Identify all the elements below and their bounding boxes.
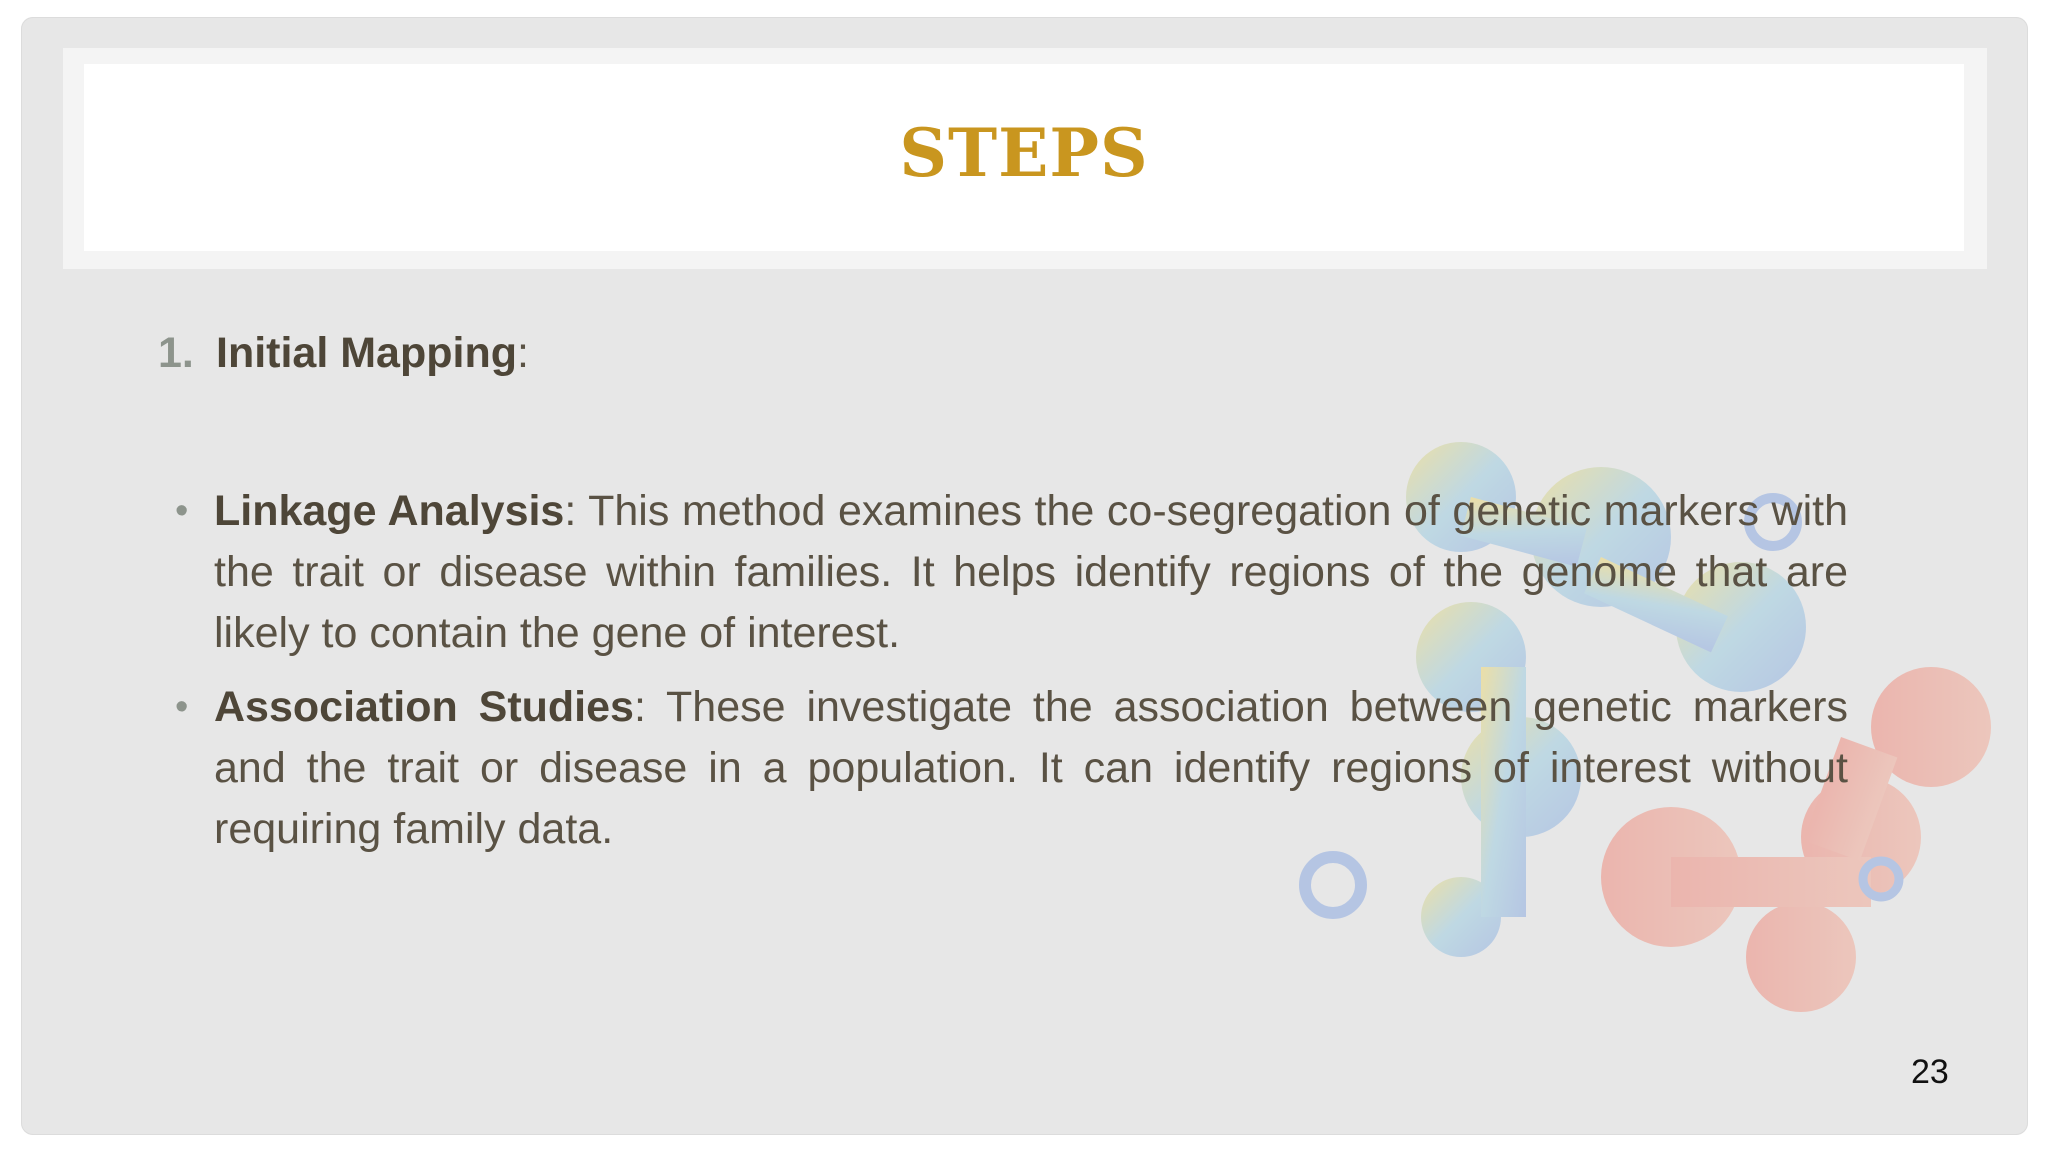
slide-title: STEPS	[899, 113, 1149, 192]
list-number: 1.	[158, 329, 194, 377]
bullet-association-studies	[175, 677, 1848, 860]
bullet-text: : These investigate the association between genetic markers and the trait or disease in a population. It can identify regions of interest without requiring family data.	[214, 683, 1848, 853]
bullet-text: : This method examines the co-segregation of genetic markers with the trait or disease within families. It helps identify regions of the genome that are likely to contain the gene of interest.	[214, 487, 1848, 657]
bullet-dot-icon: •	[175, 686, 189, 728]
bullet-label: Linkage Analysis	[214, 487, 565, 535]
bullet-linkage-analysis	[175, 481, 1848, 664]
numbered-item	[158, 323, 529, 383]
numbered-item-suffix: :	[516, 329, 529, 377]
page-number: 23	[1911, 1053, 1949, 1091]
slide-content	[21, 17, 2028, 1135]
numbered-item-label: Initial Mapping	[216, 329, 517, 377]
slide	[21, 17, 2028, 1135]
bullet-label: Association Studies	[214, 683, 634, 731]
bullet-dot-icon: •	[175, 490, 189, 532]
